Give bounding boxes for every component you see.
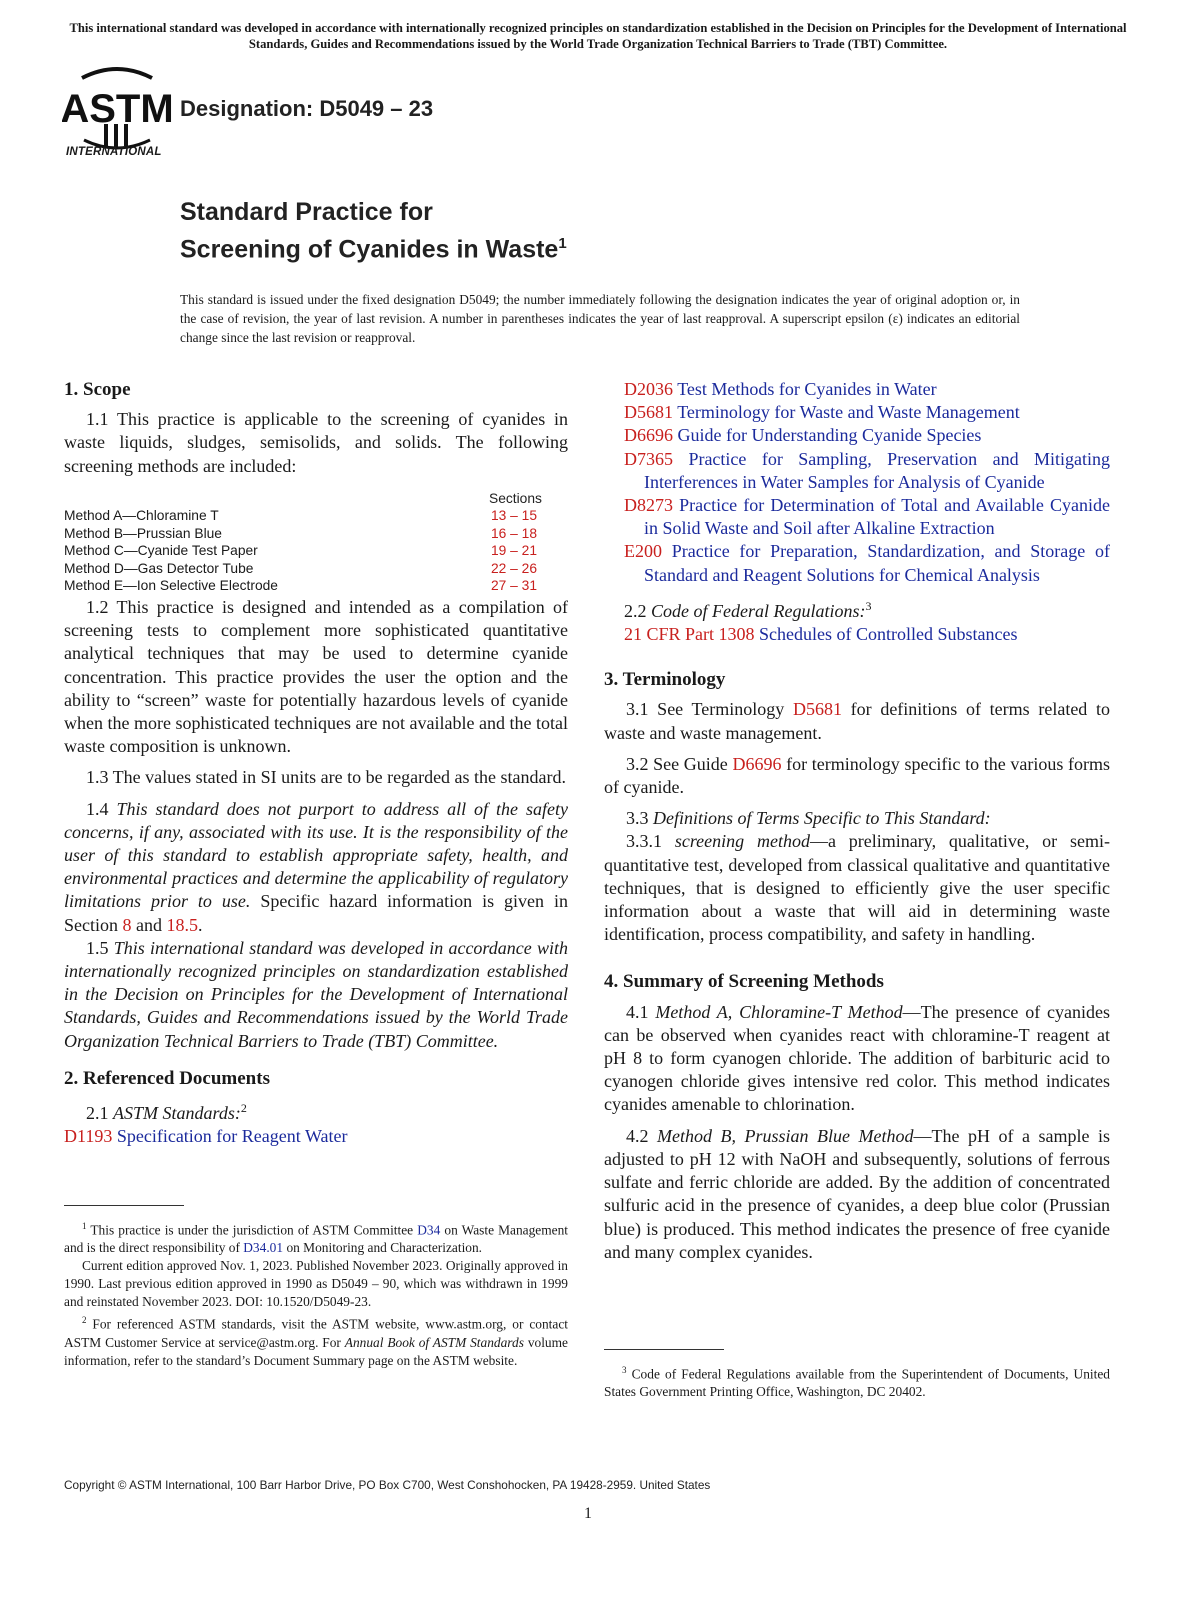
table-row (64, 525, 539, 542)
section-3-heading: 3. Terminology (604, 669, 726, 691)
para-3-1 (604, 698, 1110, 744)
method-name: Method A—Chloramine T (64, 508, 219, 524)
title-line-1: Standard Practice for (180, 198, 433, 226)
reference-item[interactable] (64, 1125, 568, 1148)
method-name: Method D—Gas Detector Tube (64, 560, 254, 576)
method-sections-link[interactable]: 16 – 18 (490, 525, 538, 541)
title-line-2: Screening of Cyanides in Waste (180, 235, 559, 264)
reference-title[interactable]: Specification for Reagent Water (116, 1126, 348, 1147)
footnote-right (604, 1361, 1110, 1401)
section-1-heading: 1. Scope (64, 379, 131, 400)
reference-item[interactable] (624, 623, 1110, 646)
reference-code[interactable]: D7365 (624, 448, 673, 469)
para-4-2-text: —The pH of a sample is adjusted to pH 12 with NaOH and subsequently, solutions of ferrous sulfate and ferric chloride are added. By the addition of concentrated sulfuric acid in the presence of cyanides, a deep blue color (Prussian blue) is produced. This method indicates the presence of free cyanide and many complex cyanides. (604, 1125, 1111, 1262)
footnote-1 (64, 1217, 568, 1257)
term-screening-method: screening method (674, 831, 810, 852)
para-3-2 (604, 753, 1110, 799)
reference-code[interactable]: D8273 (624, 495, 673, 516)
title-footnote-mark: 1 (558, 235, 567, 252)
reference-item[interactable] (624, 540, 1110, 586)
para-4-2-number: 4.2 (626, 1125, 649, 1146)
term-definition: —a preliminary, qualitative, or semi-quantitative test, developed from classical qualitative and quantitative techniques, that is designed to efficiently give the user specific information about a waste that will aid in determining waste identification, process compatibility, and safety in handling. (604, 831, 1110, 945)
para-2-2-number: 2.2 (624, 600, 647, 621)
footnote-mark-2: 2 (240, 1101, 247, 1116)
reference-code[interactable]: D6696 (624, 425, 673, 446)
table-row (64, 560, 539, 577)
left-column (64, 378, 568, 478)
method-sections-link[interactable]: 19 – 21 (490, 543, 538, 559)
table-row (64, 507, 539, 524)
designation: Designation: D5049 – 23 (180, 96, 434, 121)
footnote-1-edition: Current edition approved Nov. 1, 2023. Published November 2023. Originally approved in 1990. Last previous edition approved in 1990 as D5049 – 90, which was withdrawn in 1999 and reinstated November 2023. DOI: 10.1520/D5049-23. (64, 1258, 568, 1310)
para-4-1-number: 4.1 (626, 1001, 649, 1022)
reference-item[interactable] (624, 448, 1110, 494)
para-1-5-number: 1.5 (86, 937, 109, 958)
para-1-4-number: 1.4 (86, 798, 109, 819)
reference-title[interactable]: Practice for Determination of Total and Available Cyanide in Solid Waste and Soil after Alkaline Extraction (644, 495, 1111, 539)
para-1-1: 1.1 This practice is applicable to the screening of cyanides in waste liquids, sludges, semisolids, and solids. The following screening methods are included: (64, 409, 568, 476)
para-3-3-number: 3.3 (626, 808, 649, 829)
method-sections-link[interactable]: 13 – 15 (490, 508, 538, 524)
para-3-1-text-b: for definitions of terms related to waste and waste management. (604, 699, 1110, 743)
method-name: Method E—Ion Selective Electrode (64, 578, 278, 594)
reference-title[interactable]: Practice for Preparation, Standardization, and Storage of Standard and Reagent Solutions for Chemical Analysis (644, 541, 1110, 585)
section-2-heading: 2. Referenced Documents (64, 1067, 270, 1089)
method-name: Method C—Cyanide Test Paper (64, 543, 258, 559)
section-4-heading: 4. Summary of Screening Methods (604, 971, 884, 993)
logo-letters: ASTM (62, 87, 172, 131)
reference-code[interactable]: D2036 (624, 379, 673, 399)
table-row (64, 542, 539, 559)
cfr-label: Code of Federal Regulations: (651, 600, 866, 621)
reference-item[interactable] (624, 424, 1110, 447)
reference-title[interactable]: Practice for Sampling, Preservation and Mitigating Interferences in Water Samples for Analysis of Cyanide (644, 448, 1111, 492)
reference-code[interactable]: 21 CFR Part 1308 (624, 624, 755, 645)
footnote-1-text-a: This practice is under the jurisdiction of ASTM Committee (90, 1222, 414, 1238)
para-3-3-1 (604, 830, 1110, 946)
para-3-3-italic: Definitions of Terms Specific to This Standard: (653, 808, 991, 829)
footnote-mark-3: 3 (865, 598, 872, 613)
page-number: 1 (584, 1505, 592, 1522)
issued-note: This standard is issued under the fixed designation D5049; the number immediately following the designation indicates the year of original adoption or, in the case of revision, the year of last revision. A number in parentheses indicates the year of last reapproval. A superscript epsilon (ε) indicates an editorial change since the last revision or reapproval. (180, 292, 1020, 345)
footnote-2-mark: 2 (82, 1315, 87, 1326)
para-4-1-text: —The presence of cyanides can be observed when cyanides react with chloramine-T reagent at pH 8 to form cyanogen chloride. The addition of barbituric acid to cyanogen chloride gives intensive red color. This method indicates cyanides amenable to chlorination. (604, 1001, 1110, 1115)
footnote-3-mark: 3 (622, 1365, 627, 1375)
para-1-4-tail: Specific hazard information is given in Section (64, 891, 569, 935)
left-column-continued (64, 596, 568, 1148)
para-4-1-italic: Method A, Chloramine-T Method (655, 1001, 903, 1022)
section-18-5-link[interactable]: 18.5 (166, 914, 198, 935)
para-2-1-number: 2.1 (86, 1103, 109, 1124)
footnote-1-text-c: on Monitoring and Characterization. (286, 1240, 483, 1256)
para-4-2 (604, 1125, 1110, 1264)
para-3-3 (604, 807, 1110, 830)
para-2-1 (64, 1097, 568, 1125)
para-1-5 (64, 937, 568, 1053)
reference-code[interactable]: D1193 (64, 1126, 113, 1147)
footnote-1-text-b: on Waste Management and is the direct responsibility of (64, 1222, 568, 1256)
document-title (180, 196, 567, 265)
reference-item[interactable] (624, 494, 1110, 540)
reference-title[interactable]: Schedules of Controlled Substances (759, 624, 1018, 645)
reference-title[interactable]: Terminology for Waste and Waste Management (677, 402, 1020, 423)
right-column (604, 378, 1111, 1264)
table-row (64, 577, 539, 594)
committee-d34-link[interactable]: D34 (417, 1222, 441, 1238)
astm-standards-label: ASTM Standards: (113, 1103, 241, 1124)
section-8-link[interactable]: 8 (122, 914, 132, 935)
reference-code[interactable]: E200 (624, 541, 662, 562)
reference-title[interactable]: Test Methods for Cyanides in Water (677, 379, 937, 399)
d6696-link[interactable]: D6696 (732, 753, 782, 774)
para-2-2 (624, 595, 1110, 623)
reference-item[interactable] (624, 401, 1110, 424)
para-1-4-and: and (136, 914, 162, 935)
footnote-divider-right (604, 1349, 724, 1350)
footnote-3-text: Code of Federal Regulations available from the Superintendent of Documents, United States Government Printing Office, Washington, DC 20402. (604, 1366, 1110, 1400)
method-sections-link[interactable]: 22 – 26 (490, 560, 538, 576)
logo-tagline: INTERNATIONAL (66, 146, 162, 158)
para-4-2-italic: Method B, Prussian Blue Method (657, 1125, 914, 1146)
para-3-1-text-a: 3.1 See Terminology (626, 699, 785, 720)
footnote-2-italic: Annual Book of ASTM Standards (344, 1334, 524, 1350)
para-1-2: 1.2 This practice is designed and intended as a compilation of screening tests to complement more sophisticated quantitative analytical techniques that may be used to determine cyanide concentration. This practice provides the user the option and the ability to “screen” waste for potentially hazardous levels of cyanide when the more sophisticated techniques are not available and the total waste composition is unknown. (64, 597, 568, 757)
reference-code[interactable]: D5681 (624, 402, 673, 423)
table-header-sections: Sections (489, 491, 542, 506)
astm-logo (62, 66, 172, 162)
subcommittee-d34-01-link[interactable]: D34.01 (243, 1240, 284, 1256)
footnote-3 (604, 1361, 1110, 1401)
methods-table (64, 490, 542, 594)
method-name: Method B—Prussian Blue (64, 525, 222, 541)
d5681-link[interactable]: D5681 (792, 699, 842, 720)
reference-item[interactable] (624, 378, 1110, 401)
para-1-3: 1.3 The values stated in SI units are to be regarded as the standard. (86, 767, 567, 788)
footnote-2-text-b: volume information, refer to the standard’s Document Summary page on the ASTM website. (64, 1334, 568, 1368)
footnote-2-text-a: For referenced ASTM standards, visit the ASTM website, www.astm.org, or contact ASTM Customer Service at service@astm.org. For (64, 1316, 568, 1350)
top-notice: This international standard was developed in accordance with internationally recognized principles on standardization established in the Decision on Principles for the Development of International Standards, Guides and Recommendations issued by the World Trade Organization Technical Barriers to Trade (TBT) Committee. (69, 21, 1127, 51)
para-3-3-1-number: 3.3.1 (626, 831, 662, 852)
method-sections-link[interactable]: 27 – 31 (490, 578, 538, 594)
footnote-2 (64, 1311, 568, 1369)
para-3-2-text-b: for terminology specific to the various forms of cyanide. (604, 753, 1111, 798)
para-3-2-text-a: 3.2 See Guide (626, 753, 728, 774)
footnote-divider-left (64, 1205, 184, 1206)
footnotes-left (64, 1217, 568, 1370)
footnote-1-mark: 1 (82, 1221, 87, 1231)
para-1-4: 1.4 This standard does not purport to address all of the safety concerns, if any, associated with its use. It is the responsibility of the user of this standard to establish appropriate safety, health, and environmental practices and determine the applicability of regulatory limitations prior to use. Specific hazard information is given in Section 8 and 18.5. (64, 798, 569, 935)
copyright: Copyright © ASTM International, 100 Barr Harbor Drive, PO Box C700, West Conshohocken, PA 19428-2959. United States (64, 1478, 711, 1492)
reference-title[interactable]: Guide for Understanding Cyanide Species (677, 425, 982, 446)
para-1-5-italic: This international standard was developed in accordance with internationally recognized principles on standardization established in the Decision on Principles for the Development of International Standards, Guides and Recommendations issued by the World Trade Organization Technical Barriers to Trade (TBT) Committee. (64, 937, 568, 1051)
para-4-1 (604, 1001, 1110, 1117)
para-1-4-italic: This standard does not purport to address all of the safety concerns, if any, associated with its use. It is the responsibility of the user of this standard to establish appropriate safety, health, and environmental practices and determine the applicability of regulatory limitations prior to use. (64, 798, 568, 912)
